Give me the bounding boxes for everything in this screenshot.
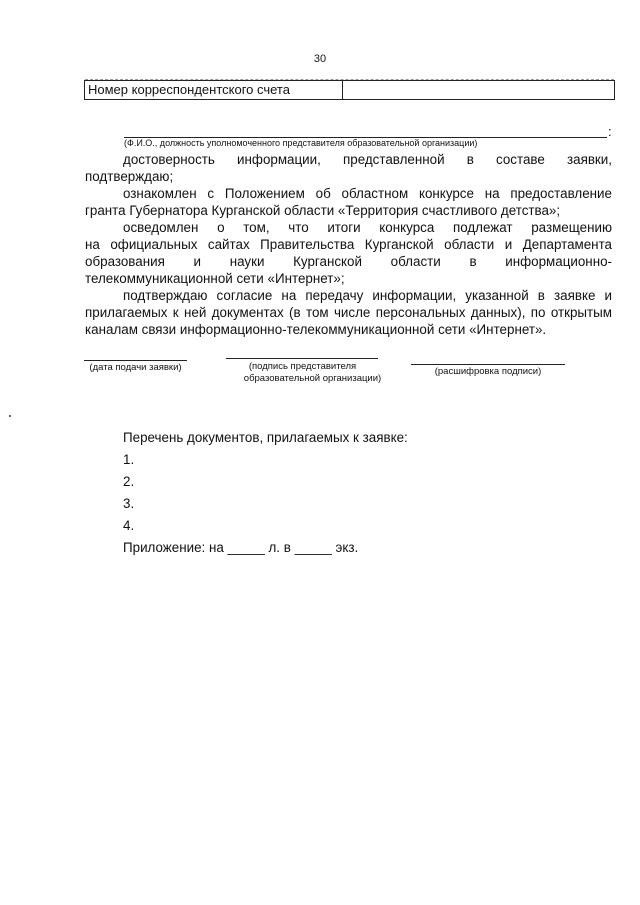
document-list-item: 2. [123, 474, 135, 489]
paragraph-line: образования и науки Курганской области в информационно- [85, 254, 612, 269]
account-label: Номер корреспондентского счета [85, 81, 343, 99]
paragraph-line: достоверность информации, представленной в составе заявки, [123, 152, 612, 167]
paragraph-reliability [85, 151, 612, 185]
document-list-item: 4. [123, 518, 135, 533]
paragraph-acquainted [85, 185, 612, 219]
paragraph-line: ознакомлен с Положением об областном конкурсе на предоставление [123, 186, 612, 201]
paragraph-line: каналам связи информационно-телекоммуникационной сети «Интернет». [85, 322, 547, 337]
decode-signature-line [411, 364, 565, 365]
document-list-item: 3. [123, 496, 135, 511]
account-table [84, 80, 615, 100]
signature-caption-1: (подпись представителя [248, 361, 357, 372]
page-number: 30 [313, 53, 327, 65]
paragraph-line: подтверждаю согласие на передачу информации, указанной в заявке и [123, 288, 612, 303]
signature-line [226, 358, 378, 359]
appendix-line: Приложение: на _____ л. в _____ экз. [123, 540, 359, 555]
account-value-cell [343, 81, 614, 99]
paragraph-consent [85, 287, 612, 338]
paragraph-informed [85, 219, 612, 287]
fio-caption: (Ф.И.О., должность уполномоченного представителя образовательной организации) [124, 138, 478, 148]
date-signature-line [84, 360, 187, 361]
fio-colon: : [608, 124, 612, 139]
paragraph-line: осведомлен о том, что итоги конкурса подлежат размещению [123, 220, 612, 235]
paragraph-line: на официальных сайтах Правительства Курганской области и Департамента [85, 237, 612, 252]
signature-caption-2: образовательной организации) [243, 373, 382, 384]
paragraph-line: гранта Губернатора Курганской области «Территория счастливого детства»; [85, 203, 561, 218]
document-list [123, 427, 408, 559]
paragraph-line: подтверждаю; [85, 169, 174, 184]
table-top-border [85, 79, 614, 80]
document-list-item: 1. [123, 452, 135, 467]
margin-mark [9, 415, 11, 417]
date-caption: (дата подачи заявки) [89, 362, 182, 373]
decode-caption: (расшифровка подписи) [434, 366, 542, 377]
paragraph-line: прилагаемых к ней документах (в том числе персональных данных), по открытым [85, 305, 612, 320]
document-list-heading: Перечень документов, прилагаемых к заявке: [123, 430, 408, 445]
paragraph-line: телекоммуникационной сети «Интернет»; [85, 271, 345, 286]
